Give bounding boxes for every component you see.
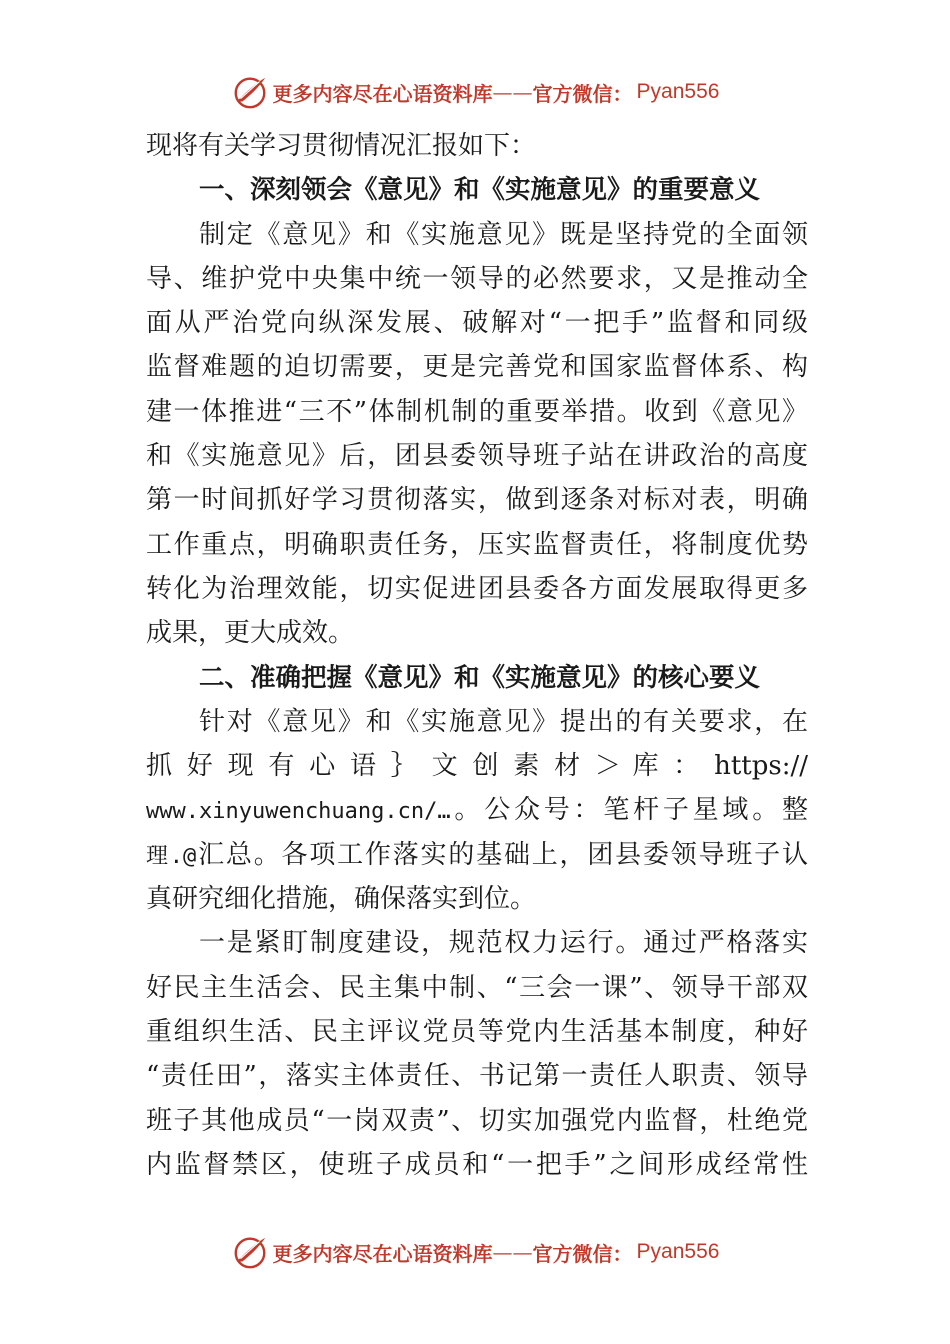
quill-logo-icon (231, 73, 269, 111)
paragraph-line: 工作重点，明确职责任务，压实监督责任，将制度优势 (146, 529, 808, 560)
paragraph-line: 针对《意见》和《实施意见》提出的有关要求，在 (199, 706, 808, 737)
paragraph-line: 制定《意见》和《实施意见》既是坚持党的全面领 (199, 219, 808, 250)
watermark-separator: —— (492, 80, 533, 104)
header-watermark (0, 72, 950, 112)
paragraph-fragment: 汇总。各项工作落实的基础上，团县委领导班子认 (196, 839, 808, 870)
paragraph-line: “责任田”，落实主体责任、书记第一责任人职责、领导 (146, 1061, 808, 1092)
paragraph-line: 内监督禁区，使班子成员和“一把手”之间形成经常性 (146, 1149, 808, 1180)
source-url-text: www.xinyuwenchuang.cn/… (146, 799, 451, 825)
paragraph-line: 转化为治理效能，切实促进团县委各方面发展取得更多 (146, 573, 808, 604)
paragraph-line: 和《实施意见》后，团县委领导班子站在讲政治的高度 (146, 441, 808, 472)
paragraph-line: 面从严治党向纵深发展、破解对“一把手”监督和同级 (146, 308, 808, 339)
paragraph-fragment: 理.@ (146, 843, 197, 869)
watermark-separator: —— (492, 1240, 533, 1264)
paragraph-line: 第一时间抓好学习贯彻落实，做到逐条对标对表，明确 (146, 485, 808, 516)
footer-watermark (0, 1232, 950, 1272)
section-heading-1: 一、深刻领会《意见》和《实施意见》的重要意义 (199, 175, 761, 206)
paragraph-line: 监督难题的迫切需要，更是完善党和国家监督体系、构 (146, 352, 808, 383)
paragraph-line: 重组织生活、民主评议党员等党内生活基本制度，种好 (146, 1016, 808, 1047)
paragraph-line: 成果，更大成效。 (146, 618, 355, 649)
paragraph-line (146, 788, 808, 832)
quill-logo-icon (231, 1233, 269, 1271)
section-heading-2: 二、准确把握《意见》和《实施意见》的核心要义 (199, 662, 761, 693)
watermark-brand: 更多内容尽在心语资料库 (272, 81, 493, 106)
paragraph-line: 班子其他成员“一岗双责”、切实加强党内监督，杜绝党 (146, 1105, 808, 1136)
paragraph-fragment: 。公众号：笔杆子星域。整 (450, 795, 808, 826)
paragraph-line: 抓 好 现 有 心 语 ｝ 文 创 素 材 ＞ 库 ： https:// (146, 751, 808, 782)
watermark-wechat-id: Pyan556 (636, 80, 720, 103)
paragraph-line: 导、维护党中央集中统一领导的必然要求，又是推动全 (146, 263, 808, 294)
watermark-brand: 更多内容尽在心语资料库 (272, 1241, 493, 1266)
watermark-contact-label: 官方微信： (532, 1241, 633, 1266)
document-body (146, 124, 808, 1187)
paragraph-line: 一是紧盯制度建设，规范权力运行。通过严格落实 (199, 928, 808, 959)
paragraph-line: 建一体推进“三不”体制机制的重要举措。收到《意见》 (146, 396, 808, 427)
watermark-contact-label: 官方微信： (532, 81, 633, 106)
watermark-wechat-id: Pyan556 (636, 1240, 720, 1263)
paragraph-line: 好民主生活会、民主集中制、“三会一课”、领导干部双 (146, 972, 808, 1003)
intro-line: 现将有关学习贯彻情况汇报如下： (146, 131, 537, 161)
paragraph-line (146, 833, 808, 877)
paragraph-line: 真研究细化措施，确保落实到位。 (146, 884, 537, 915)
